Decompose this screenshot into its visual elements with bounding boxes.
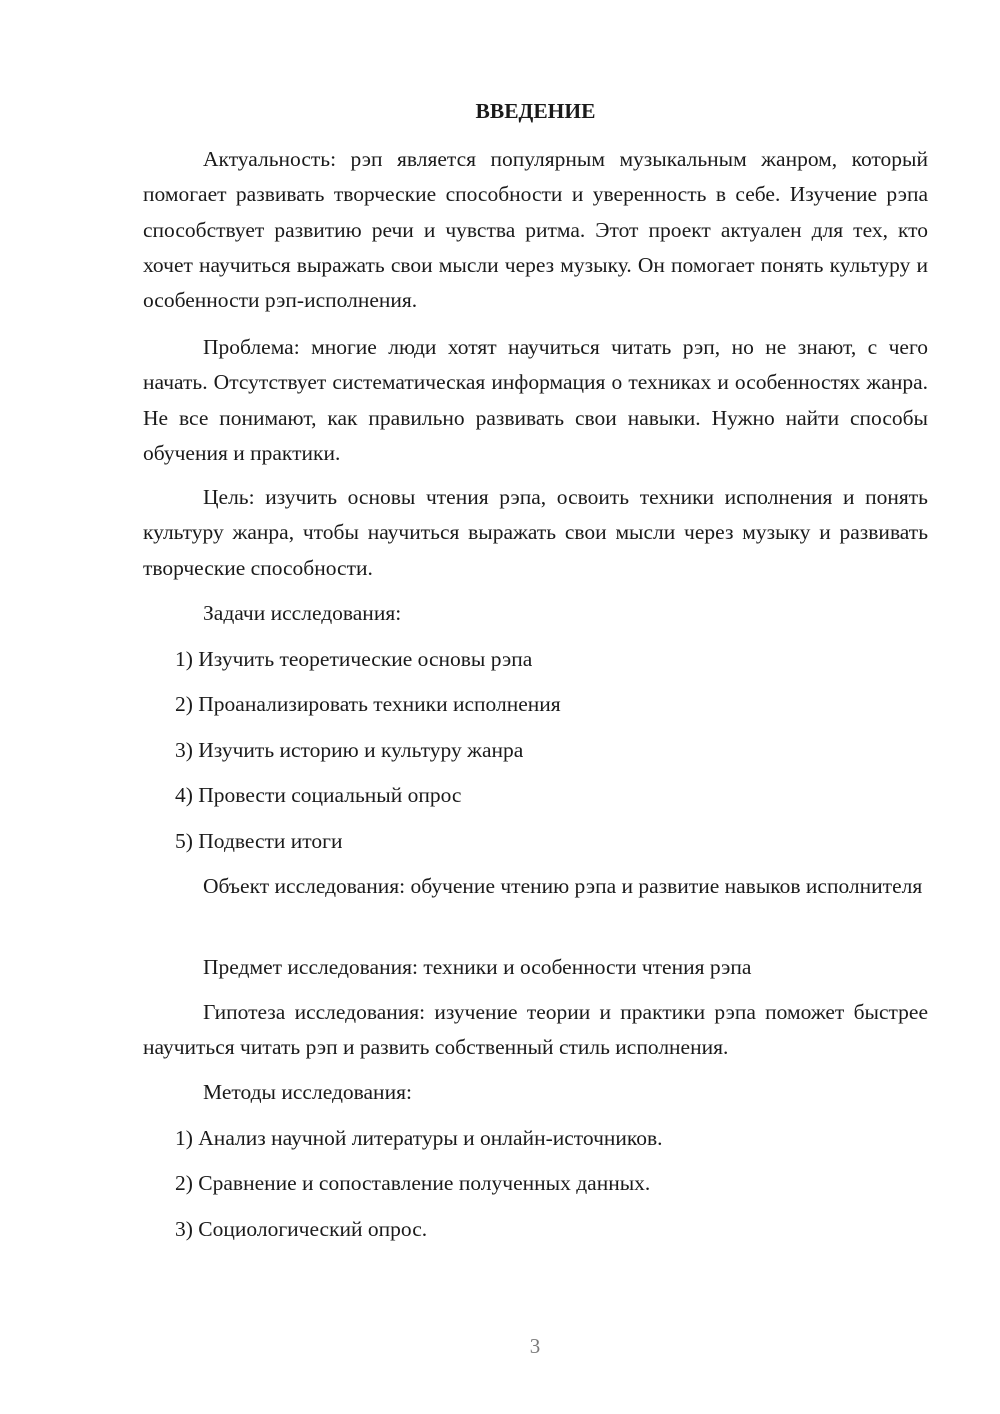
methods-title: Методы исследования: bbox=[203, 1080, 412, 1104]
page-number: 3 bbox=[529, 1334, 541, 1358]
task-item: 1) Изучить теоретические основы рэпа bbox=[175, 647, 533, 671]
goal-paragraph: Цель: изучить основы чтения рэпа, освоить техники исполнения и понять культуру жанра, чтобы научиться выражать свои мысли через музыку и развивать творческие способности. bbox=[143, 485, 928, 580]
method-item: 2) Сравнение и сопоставление полученных данных. bbox=[175, 1171, 651, 1195]
method-item: 1) Анализ научной литературы и онлайн-источников. bbox=[175, 1126, 663, 1150]
relevance-paragraph: Актуальность: рэп является популярным музыкальным жанром, который помогает развивать творческие способности и уверенность в себе. Изучение рэпа способствует развитию речи и чувства ритма. Этот проект актуален для тех, кто хочет научиться выражать свои мысли через музыку. Он помогает понять культуру и особенности рэп-исполнения. bbox=[143, 147, 928, 313]
task-item: 2) Проанализировать техники исполнения bbox=[175, 692, 561, 716]
subject-paragraph: Предмет исследования: техники и особенности чтения рэпа bbox=[203, 955, 752, 979]
task-item: 5) Подвести итоги bbox=[175, 829, 343, 853]
section-heading: ВВЕДЕНИЕ bbox=[475, 99, 596, 123]
object-paragraph: Объект исследования: обучение чтению рэпа и развитие навыков исполнителя bbox=[203, 874, 923, 898]
hypothesis-paragraph: Гипотеза исследования: изучение теории и практики рэпа поможет быстрее научиться читать рэп и развить собственный стиль исполнения. bbox=[143, 1000, 928, 1060]
task-item: 3) Изучить историю и культуру жанра bbox=[175, 738, 524, 762]
problem-paragraph: Проблема: многие люди хотят научиться читать рэп, но не знают, с чего начать. Отсутствует систематическая информация о техниках и особенностях жанра. Не все понимают, как правильно развивать свои навыки. Нужно найти способы обучения и практики. bbox=[143, 335, 928, 465]
task-item: 4) Провести социальный опрос bbox=[175, 783, 462, 807]
tasks-title: Задачи исследования: bbox=[203, 601, 402, 625]
method-item: 3) Социологический опрос. bbox=[175, 1217, 428, 1241]
